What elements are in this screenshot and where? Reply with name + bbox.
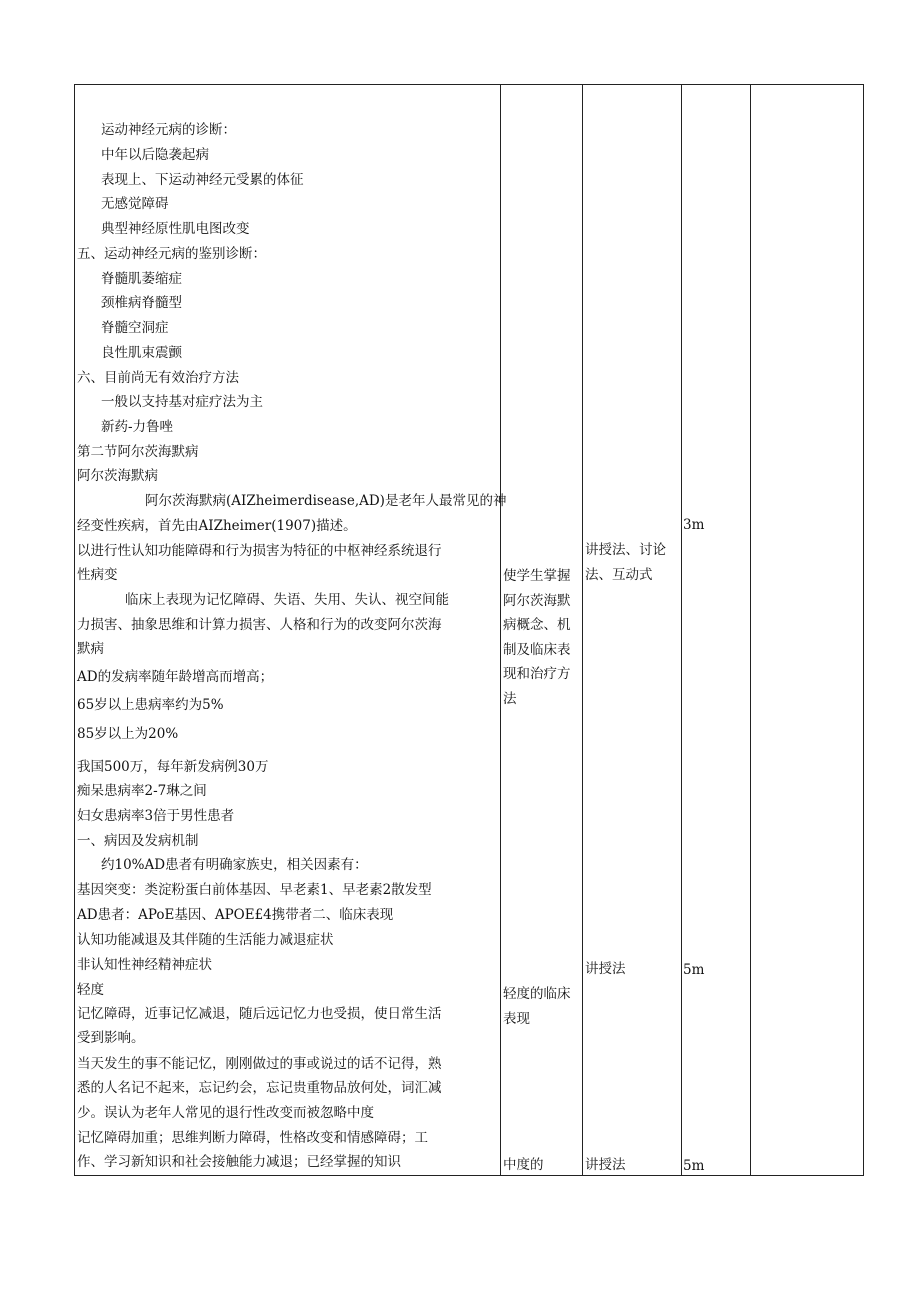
content-line: 脊髓空洞症 — [101, 320, 169, 336]
content-line: 运动神经元病的诊断： — [101, 122, 236, 138]
objective-line: 使学生掌握 — [503, 568, 571, 584]
column-divider — [681, 85, 682, 1175]
time-value: 5m — [683, 1158, 705, 1174]
objective-line: 法 — [503, 690, 517, 707]
content-line: 中年以后隐袭起病 — [101, 147, 209, 163]
content-line: 阿尔茨海默病(AIZheimerdisease,AD)是老年人最常见的神 — [145, 493, 507, 509]
method-line: 讲授法 — [585, 1157, 626, 1173]
content-line: 痴呆患病率2-7琳之间 — [77, 783, 207, 799]
lesson-plan-table — [74, 84, 864, 1176]
content-line: 当天发生的事不能记忆，刚刚做过的事或说过的话不记得，熟 — [77, 1056, 442, 1072]
content-line: 新药-力鲁唑 — [101, 419, 174, 435]
content-line: 临床上表现为记忆障碍、失语、失用、失认、视空间能 — [125, 592, 449, 608]
content-line: 六、目前尚无有效治疗方法 — [77, 370, 239, 386]
objective-line: 制及临床表 — [503, 641, 571, 658]
objective-line: 轻度的临床 — [503, 986, 571, 1002]
content-line: 非认知性神经精神症状 — [77, 957, 212, 973]
content-line: 第二节阿尔茨海默病 — [77, 444, 199, 460]
objective-block — [503, 1153, 544, 1178]
content-line: 力损害、抽象思维和计算力损害、人格和行为的改变阿尔茨海 — [77, 617, 442, 633]
content-line: 65岁以上患病率约为5% — [77, 697, 224, 713]
content-line: 轻度 — [77, 982, 104, 998]
content-line: 少。误认为老年人常见的退行性改变而被忽略中度 — [77, 1105, 374, 1121]
time-value: 3m — [683, 517, 705, 533]
objective-line: 现和治疗方 — [503, 666, 571, 682]
content-line: 85岁以上为20% — [77, 726, 179, 742]
content-line: 记忆障碍，近事记忆减退，随后远记忆力也受损，使日常生活 — [77, 1006, 442, 1022]
method-block — [585, 957, 626, 982]
content-line: 良性肌束震颤 — [101, 345, 182, 361]
objective-line: 病概念、机 — [503, 617, 571, 633]
method-line: 法、互动式 — [585, 566, 653, 583]
objective-line: 阿尔茨海默 — [503, 592, 571, 609]
content-line: 性病变 — [77, 567, 118, 583]
content-line: 以进行性认知功能障碍和行为损害为特征的中枢神经系统退行 — [77, 543, 442, 559]
content-line: 作、学习新知识和社会接触能力减退；已经掌握的知识 — [77, 1154, 401, 1170]
content-line: 经变性疾病，首先由AIZheimer(1907)描述。 — [77, 518, 357, 534]
method-block — [585, 1153, 626, 1178]
content-line: 一般以支持基对症疗法为主 — [101, 394, 263, 410]
content-line: 颈椎病脊髓型 — [101, 295, 182, 311]
content-line: 认知功能减退及其伴随的生活能力减退症状 — [77, 932, 334, 948]
content-line: 一、病因及发病机制 — [77, 833, 199, 849]
content-line: 典型神经原性肌电图改变 — [101, 221, 250, 237]
content-line: 无感觉障碍 — [101, 196, 169, 212]
method-line: 讲授法 — [585, 961, 626, 977]
objective-line: 表现 — [503, 1010, 530, 1027]
objective-block — [503, 982, 571, 1031]
method-line: 讲授法、讨论 — [585, 542, 666, 558]
content-line: 基因突变：类淀粉蛋白前体基因、早老素1、早老素2散发型 — [77, 882, 432, 898]
content-line: AD患者：APoE基因、APOE£4携带者二、临床表现 — [77, 907, 394, 923]
objective-line: 中度的 — [503, 1157, 544, 1173]
column-divider — [582, 85, 583, 1175]
content-line: 我国500万，每年新发病例30万 — [77, 759, 269, 775]
content-line: 妇女患病率3倍于男性患者 — [77, 808, 235, 824]
content-line: 五、运动神经元病的鉴别诊断： — [77, 246, 266, 262]
content-line: 表现上、下运动神经元受累的体征 — [101, 172, 304, 188]
objective-block — [503, 564, 571, 711]
content-line: 默病 — [77, 641, 104, 657]
time-value: 5m — [683, 962, 705, 978]
column-divider — [750, 85, 751, 1175]
content-line: 悉的人名记不起来，忘记约会，忘记贵重物品放何处，词汇减 — [77, 1080, 442, 1096]
column-divider — [500, 85, 501, 1175]
content-line: AD的发病率随年龄增高而增高； — [77, 669, 274, 685]
method-block — [585, 538, 666, 587]
content-line: 脊髓肌萎缩症 — [101, 271, 182, 287]
content-line: 阿尔茨海默病 — [77, 468, 158, 484]
content-line: 约10%AD患者有明确家族史，相关因素有： — [101, 857, 368, 873]
content-line: 受到影响。 — [77, 1030, 145, 1046]
content-line: 记忆障碍加重；思维判断力障碍，性格改变和情感障碍；工 — [77, 1130, 428, 1146]
